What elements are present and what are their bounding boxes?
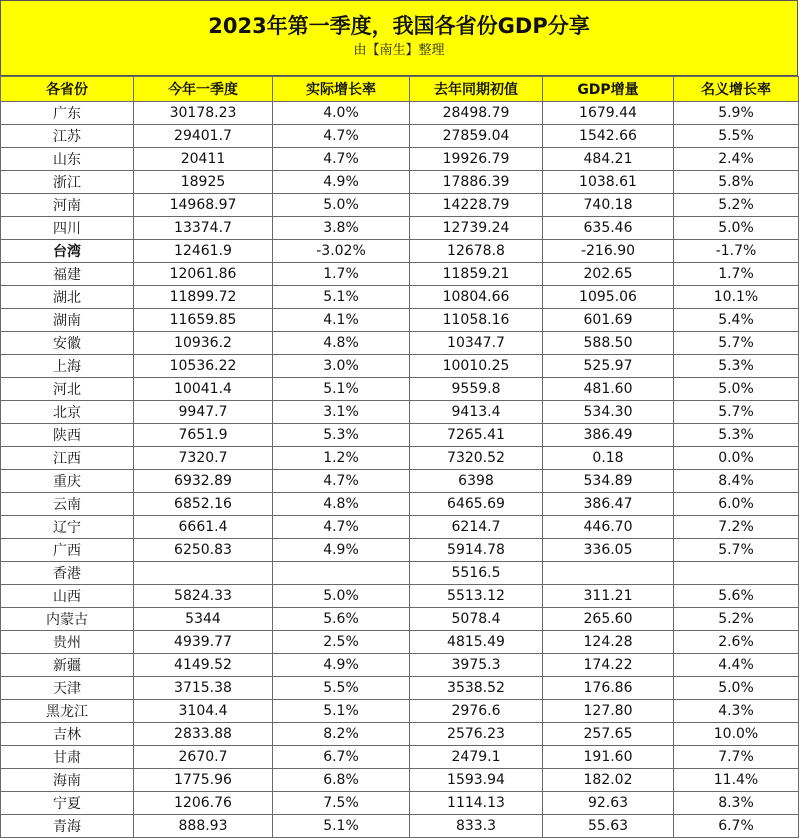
cell-real-growth: 2.5% — [273, 631, 410, 654]
column-header-nominal-growth: 名义增长率 — [674, 77, 799, 102]
cell-gdp-increase: 55.63 — [543, 815, 674, 838]
cell-q1-gdp: 888.93 — [134, 815, 273, 838]
cell-real-growth: 4.8% — [273, 332, 410, 355]
cell-last-year: 11058.16 — [410, 309, 543, 332]
table-row — [1, 700, 799, 723]
cell-real-growth: 1.2% — [273, 447, 410, 470]
cell-real-growth: 4.9% — [273, 654, 410, 677]
cell-real-growth: 5.0% — [273, 194, 410, 217]
cell-nominal-growth: 2.4% — [674, 148, 799, 171]
cell-nominal-growth: 10.0% — [674, 723, 799, 746]
cell-nominal-growth: 6.7% — [674, 815, 799, 838]
cell-last-year: 19926.79 — [410, 148, 543, 171]
cell-last-year: 2976.6 — [410, 700, 543, 723]
cell-gdp-increase: 257.65 — [543, 723, 674, 746]
cell-real-growth: 5.0% — [273, 585, 410, 608]
cell-q1-gdp: 14968.97 — [134, 194, 273, 217]
cell-gdp-increase — [543, 562, 674, 585]
cell-nominal-growth: 0.0% — [674, 447, 799, 470]
cell-province: 辽宁 — [1, 516, 134, 539]
cell-nominal-growth: 5.8% — [674, 171, 799, 194]
cell-last-year: 6398 — [410, 470, 543, 493]
cell-last-year: 5516.5 — [410, 562, 543, 585]
cell-q1-gdp: 6932.89 — [134, 470, 273, 493]
cell-q1-gdp: 2833.88 — [134, 723, 273, 746]
table-row — [1, 125, 799, 148]
cell-nominal-growth: 1.7% — [674, 263, 799, 286]
cell-real-growth — [273, 562, 410, 585]
cell-q1-gdp: 1206.76 — [134, 792, 273, 815]
cell-real-growth: 4.0% — [273, 102, 410, 125]
cell-real-growth: 6.8% — [273, 769, 410, 792]
gdp-table — [0, 76, 799, 838]
cell-nominal-growth: -1.7% — [674, 240, 799, 263]
cell-q1-gdp: 1775.96 — [134, 769, 273, 792]
cell-gdp-increase: 191.60 — [543, 746, 674, 769]
cell-q1-gdp: 30178.23 — [134, 102, 273, 125]
cell-nominal-growth: 11.4% — [674, 769, 799, 792]
table-row — [1, 401, 799, 424]
cell-real-growth: 5.1% — [273, 378, 410, 401]
table-row — [1, 815, 799, 838]
cell-q1-gdp: 5344 — [134, 608, 273, 631]
cell-nominal-growth: 5.7% — [674, 539, 799, 562]
cell-q1-gdp: 3715.38 — [134, 677, 273, 700]
cell-gdp-increase: 1679.44 — [543, 102, 674, 125]
cell-q1-gdp: 12461.9 — [134, 240, 273, 263]
cell-gdp-increase: 174.22 — [543, 654, 674, 677]
cell-province: 山东 — [1, 148, 134, 171]
cell-last-year: 5914.78 — [410, 539, 543, 562]
cell-nominal-growth: 5.9% — [674, 102, 799, 125]
cell-last-year: 12739.24 — [410, 217, 543, 240]
cell-q1-gdp: 6852.16 — [134, 493, 273, 516]
cell-real-growth: 5.5% — [273, 677, 410, 700]
cell-q1-gdp: 10041.4 — [134, 378, 273, 401]
cell-province: 山西 — [1, 585, 134, 608]
cell-last-year: 10010.25 — [410, 355, 543, 378]
cell-province: 天津 — [1, 677, 134, 700]
table-row — [1, 723, 799, 746]
table-row — [1, 746, 799, 769]
cell-province: 浙江 — [1, 171, 134, 194]
cell-nominal-growth: 6.0% — [674, 493, 799, 516]
cell-real-growth: 1.7% — [273, 263, 410, 286]
cell-gdp-increase: 481.60 — [543, 378, 674, 401]
cell-nominal-growth: 2.6% — [674, 631, 799, 654]
cell-q1-gdp: 20411 — [134, 148, 273, 171]
table-row — [1, 631, 799, 654]
cell-nominal-growth: 5.2% — [674, 194, 799, 217]
cell-nominal-growth: 4.4% — [674, 654, 799, 677]
cell-q1-gdp: 6661.4 — [134, 516, 273, 539]
cell-nominal-growth: 10.1% — [674, 286, 799, 309]
table-row — [1, 424, 799, 447]
cell-real-growth: 5.3% — [273, 424, 410, 447]
page-title: 2023年第一季度，我国各省份GDP分享 — [208, 14, 590, 38]
cell-province: 陕西 — [1, 424, 134, 447]
cell-real-growth: 3.0% — [273, 355, 410, 378]
cell-q1-gdp: 18925 — [134, 171, 273, 194]
cell-province: 台湾 — [1, 240, 134, 263]
cell-last-year: 11859.21 — [410, 263, 543, 286]
cell-real-growth: 4.7% — [273, 470, 410, 493]
cell-q1-gdp: 11899.72 — [134, 286, 273, 309]
cell-q1-gdp: 5824.33 — [134, 585, 273, 608]
table-row — [1, 217, 799, 240]
cell-nominal-growth: 5.0% — [674, 217, 799, 240]
cell-gdp-increase: 484.21 — [543, 148, 674, 171]
cell-q1-gdp — [134, 562, 273, 585]
table-row — [1, 378, 799, 401]
table-row — [1, 539, 799, 562]
cell-last-year: 10804.66 — [410, 286, 543, 309]
cell-gdp-increase: 92.63 — [543, 792, 674, 815]
cell-gdp-increase: 386.47 — [543, 493, 674, 516]
cell-q1-gdp: 3104.4 — [134, 700, 273, 723]
cell-last-year: 7320.52 — [410, 447, 543, 470]
cell-province: 重庆 — [1, 470, 134, 493]
cell-real-growth: 3.8% — [273, 217, 410, 240]
cell-last-year: 2576.23 — [410, 723, 543, 746]
table-row — [1, 102, 799, 125]
cell-last-year: 4815.49 — [410, 631, 543, 654]
cell-province: 青海 — [1, 815, 134, 838]
cell-province: 甘肃 — [1, 746, 134, 769]
table-row — [1, 447, 799, 470]
column-header-real-growth: 实际增长率 — [273, 77, 410, 102]
cell-gdp-increase: 740.18 — [543, 194, 674, 217]
table-row — [1, 654, 799, 677]
cell-province: 广西 — [1, 539, 134, 562]
cell-province: 海南 — [1, 769, 134, 792]
title-banner — [0, 0, 798, 76]
cell-last-year: 5078.4 — [410, 608, 543, 631]
cell-province: 湖南 — [1, 309, 134, 332]
table-row — [1, 470, 799, 493]
table-row — [1, 263, 799, 286]
cell-q1-gdp: 13374.7 — [134, 217, 273, 240]
cell-province: 湖北 — [1, 286, 134, 309]
cell-real-growth: -3.02% — [273, 240, 410, 263]
cell-q1-gdp: 29401.7 — [134, 125, 273, 148]
cell-gdp-increase: 534.30 — [543, 401, 674, 424]
cell-q1-gdp: 4939.77 — [134, 631, 273, 654]
cell-nominal-growth: 5.5% — [674, 125, 799, 148]
table-row — [1, 240, 799, 263]
cell-gdp-increase: 534.89 — [543, 470, 674, 493]
cell-real-growth: 5.1% — [273, 700, 410, 723]
cell-gdp-increase: 635.46 — [543, 217, 674, 240]
table-row — [1, 171, 799, 194]
cell-province: 四川 — [1, 217, 134, 240]
cell-last-year: 3975.3 — [410, 654, 543, 677]
table-row — [1, 585, 799, 608]
cell-q1-gdp: 11659.85 — [134, 309, 273, 332]
cell-gdp-increase: 588.50 — [543, 332, 674, 355]
table-row — [1, 516, 799, 539]
cell-last-year: 1114.13 — [410, 792, 543, 815]
cell-nominal-growth: 7.7% — [674, 746, 799, 769]
table-row — [1, 194, 799, 217]
cell-real-growth: 4.1% — [273, 309, 410, 332]
cell-real-growth: 6.7% — [273, 746, 410, 769]
cell-last-year: 14228.79 — [410, 194, 543, 217]
cell-last-year: 833.3 — [410, 815, 543, 838]
cell-q1-gdp: 2670.7 — [134, 746, 273, 769]
cell-real-growth: 7.5% — [273, 792, 410, 815]
cell-province: 江西 — [1, 447, 134, 470]
table-row — [1, 608, 799, 631]
cell-last-year: 9559.8 — [410, 378, 543, 401]
cell-gdp-increase: 1095.06 — [543, 286, 674, 309]
cell-province: 江苏 — [1, 125, 134, 148]
cell-province: 上海 — [1, 355, 134, 378]
cell-province: 内蒙古 — [1, 608, 134, 631]
cell-q1-gdp: 7320.7 — [134, 447, 273, 470]
cell-gdp-increase: 124.28 — [543, 631, 674, 654]
cell-province: 福建 — [1, 263, 134, 286]
cell-province: 北京 — [1, 401, 134, 424]
cell-last-year: 6465.69 — [410, 493, 543, 516]
cell-nominal-growth: 5.4% — [674, 309, 799, 332]
cell-last-year: 7265.41 — [410, 424, 543, 447]
cell-province: 贵州 — [1, 631, 134, 654]
cell-last-year: 9413.4 — [410, 401, 543, 424]
cell-nominal-growth: 5.3% — [674, 355, 799, 378]
cell-nominal-growth: 7.2% — [674, 516, 799, 539]
table-row — [1, 792, 799, 815]
cell-real-growth: 4.7% — [273, 125, 410, 148]
cell-nominal-growth: 5.6% — [674, 585, 799, 608]
cell-gdp-increase: -216.90 — [543, 240, 674, 263]
cell-nominal-growth: 5.7% — [674, 332, 799, 355]
cell-gdp-increase: 1542.66 — [543, 125, 674, 148]
cell-province: 广东 — [1, 102, 134, 125]
column-header-province: 各省份 — [1, 77, 134, 102]
cell-gdp-increase: 1038.61 — [543, 171, 674, 194]
cell-province: 安徽 — [1, 332, 134, 355]
cell-last-year: 27859.04 — [410, 125, 543, 148]
cell-nominal-growth: 5.0% — [674, 378, 799, 401]
table-row — [1, 493, 799, 516]
cell-real-growth: 4.9% — [273, 171, 410, 194]
column-header-last-year: 去年同期初值 — [410, 77, 543, 102]
table-row — [1, 355, 799, 378]
cell-last-year: 17886.39 — [410, 171, 543, 194]
cell-gdp-increase: 311.21 — [543, 585, 674, 608]
cell-province: 云南 — [1, 493, 134, 516]
cell-nominal-growth: 5.0% — [674, 677, 799, 700]
cell-gdp-increase: 202.65 — [543, 263, 674, 286]
cell-nominal-growth: 5.2% — [674, 608, 799, 631]
cell-q1-gdp: 9947.7 — [134, 401, 273, 424]
table-row — [1, 286, 799, 309]
cell-nominal-growth: 5.3% — [674, 424, 799, 447]
cell-province: 香港 — [1, 562, 134, 585]
cell-gdp-increase: 176.86 — [543, 677, 674, 700]
column-header-gdp-increase: GDP增量 — [543, 77, 674, 102]
cell-real-growth: 4.8% — [273, 493, 410, 516]
cell-nominal-growth: 8.4% — [674, 470, 799, 493]
cell-q1-gdp: 7651.9 — [134, 424, 273, 447]
cell-nominal-growth — [674, 562, 799, 585]
cell-q1-gdp: 10536.22 — [134, 355, 273, 378]
cell-gdp-increase: 127.80 — [543, 700, 674, 723]
cell-province: 河北 — [1, 378, 134, 401]
column-header-q1-gdp: 今年一季度 — [134, 77, 273, 102]
cell-gdp-increase: 525.97 — [543, 355, 674, 378]
header-row — [1, 77, 799, 102]
cell-q1-gdp: 12061.86 — [134, 263, 273, 286]
cell-gdp-increase: 182.02 — [543, 769, 674, 792]
table-row — [1, 769, 799, 792]
cell-gdp-increase: 446.70 — [543, 516, 674, 539]
table-row — [1, 562, 799, 585]
cell-last-year: 6214.7 — [410, 516, 543, 539]
cell-gdp-increase: 0.18 — [543, 447, 674, 470]
table-row — [1, 148, 799, 171]
cell-gdp-increase: 265.60 — [543, 608, 674, 631]
cell-gdp-increase: 601.69 — [543, 309, 674, 332]
table-row — [1, 332, 799, 355]
cell-real-growth: 4.7% — [273, 148, 410, 171]
cell-province: 新疆 — [1, 654, 134, 677]
cell-real-growth: 8.2% — [273, 723, 410, 746]
cell-last-year: 3538.52 — [410, 677, 543, 700]
cell-province: 河南 — [1, 194, 134, 217]
cell-last-year: 28498.79 — [410, 102, 543, 125]
table-body — [1, 102, 799, 838]
cell-province: 宁夏 — [1, 792, 134, 815]
cell-real-growth: 5.6% — [273, 608, 410, 631]
table-row — [1, 309, 799, 332]
cell-last-year: 5513.12 — [410, 585, 543, 608]
cell-q1-gdp: 4149.52 — [134, 654, 273, 677]
cell-province: 黑龙江 — [1, 700, 134, 723]
cell-nominal-growth: 4.3% — [674, 700, 799, 723]
cell-nominal-growth: 5.7% — [674, 401, 799, 424]
page-subtitle: 由【南生】整理 — [353, 43, 445, 58]
cell-real-growth: 3.1% — [273, 401, 410, 424]
table-row — [1, 677, 799, 700]
cell-q1-gdp: 6250.83 — [134, 539, 273, 562]
cell-gdp-increase: 386.49 — [543, 424, 674, 447]
cell-last-year: 12678.8 — [410, 240, 543, 263]
cell-real-growth: 5.1% — [273, 815, 410, 838]
cell-last-year: 10347.7 — [410, 332, 543, 355]
cell-nominal-growth: 8.3% — [674, 792, 799, 815]
cell-q1-gdp: 10936.2 — [134, 332, 273, 355]
cell-real-growth: 5.1% — [273, 286, 410, 309]
cell-last-year: 2479.1 — [410, 746, 543, 769]
cell-last-year: 1593.94 — [410, 769, 543, 792]
cell-gdp-increase: 336.05 — [543, 539, 674, 562]
cell-real-growth: 4.7% — [273, 516, 410, 539]
cell-province: 吉林 — [1, 723, 134, 746]
cell-real-growth: 4.9% — [273, 539, 410, 562]
